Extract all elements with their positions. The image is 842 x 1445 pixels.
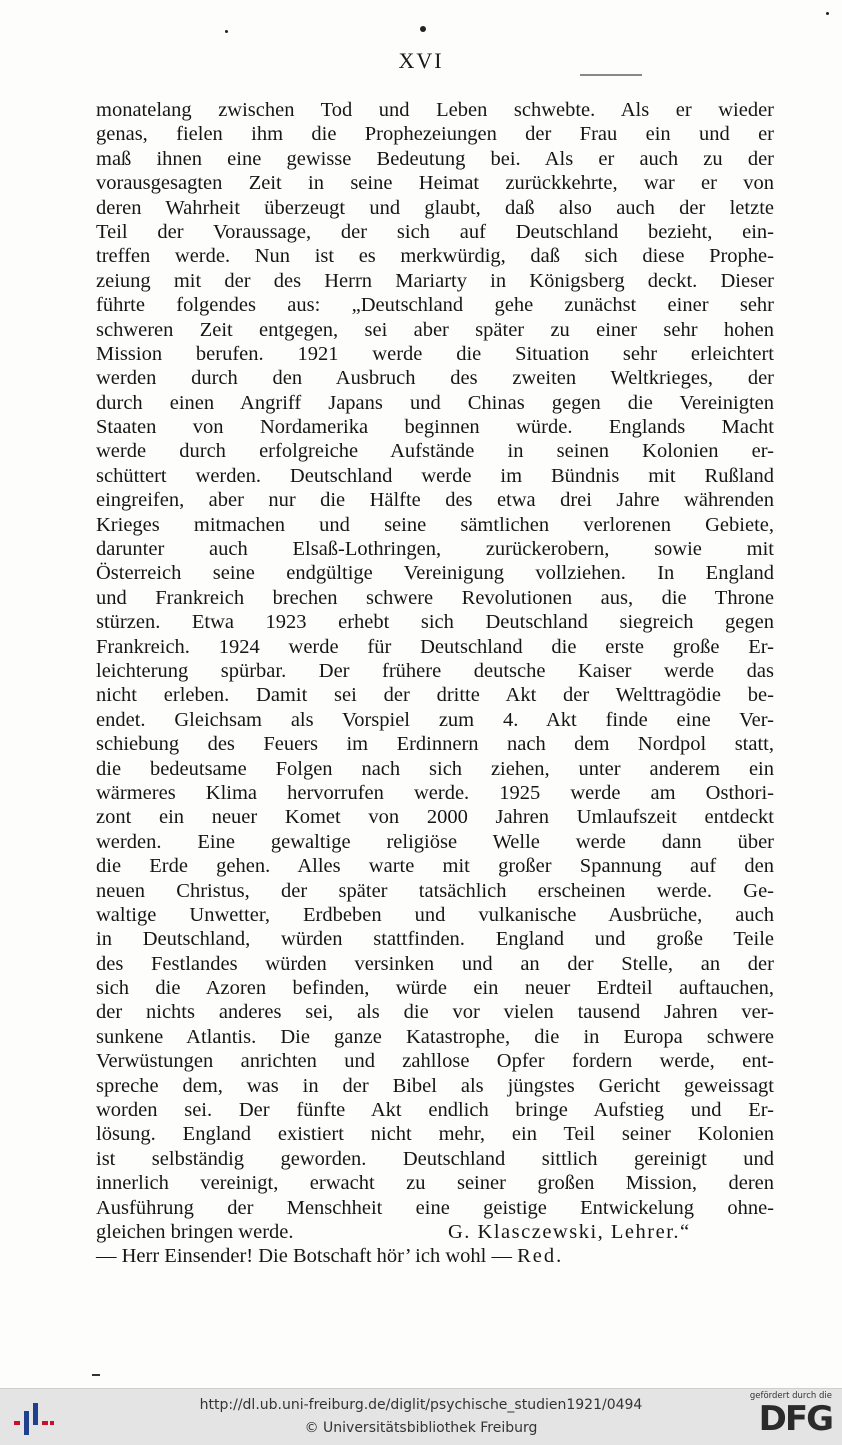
- text-line: worden sei. Der fünfte Akt endlich bringe Aufstieg und Er-: [96, 1099, 774, 1122]
- text-line: Verwüstungen anrichten und zahllose Opfer fordern werde, ent-: [96, 1050, 774, 1073]
- print-speck: [225, 30, 228, 33]
- signature-author: G. Klasczewski, Lehrer.“: [448, 1220, 691, 1243]
- text-line: darunter auch Elsaß-Lothringen, zurückerobern, sowie mit: [96, 538, 774, 561]
- text-line: eingreifen, aber nur die Hälfte des etwa drei Jahre währenden: [96, 489, 774, 512]
- print-mark: [580, 74, 642, 76]
- text-line: waltige Unwetter, Erdbeben und vulkanische Ausbrüche, auch: [96, 903, 774, 926]
- text-line: durch einen Angriff Japans und Chinas gegen die Vereinigten: [96, 391, 774, 414]
- text-line: neuen Christus, der später tatsächlich erscheinen werde. Ge-: [96, 879, 774, 902]
- text-line: werden durch den Ausbruch des zweiten Weltkrieges, der: [96, 367, 774, 390]
- text-line: Österreich seine endgültige Vereinigung vollziehen. In England: [96, 562, 774, 585]
- text-line: Frankreich. 1924 werde für Deutschland die erste große Er-: [96, 635, 774, 658]
- text-line: genas, fielen ihm die Prophezeiungen der Frau ein und er: [96, 123, 774, 146]
- text-line: treffen werde. Nun ist es merkwürdig, daß sich diese Prophe-: [96, 245, 774, 268]
- text-line: monatelang zwischen Tod und Leben schwebte. Als er wieder: [96, 99, 774, 121]
- text-line: lösung. England existiert nicht mehr, ein Teil seiner Kolonien: [96, 1123, 774, 1146]
- text-line: schüttert werden. Deutschland werde im Bündnis mit Rußland: [96, 464, 774, 487]
- text-line: Mission berufen. 1921 werde die Situation sehr erleichtert: [96, 342, 774, 365]
- text-line: werde durch erfolgreiche Aufstände in seinen Kolonien er-: [96, 440, 774, 463]
- text-line: maß ihnen eine gewisse Bedeutung bei. Als er auch zu der: [96, 147, 774, 170]
- text-line: werden. Eine gewaltige religiöse Welle werde dann über: [96, 830, 774, 853]
- text-line: endet. Gleichsam als Vorspiel zum 4. Akt finde eine Ver-: [96, 708, 774, 731]
- text-line: der nichts anderes sei, als die vor vielen tausend Jahren ver-: [96, 1001, 774, 1024]
- footer-url-link[interactable]: http://dl.ub.uni-freiburg.de/diglit/psychische_studien1921/0494: [199, 1397, 643, 1413]
- text-line: sunkene Atlantis. Die ganze Katastrophe, die in Europa schwere: [96, 1025, 774, 1048]
- text-line: Ausführung der Menschheit eine geistige Entwickelung ohne-: [96, 1196, 774, 1219]
- text-line: nicht erleben. Damit sei der dritte Akt der Welttragödie be-: [96, 684, 774, 707]
- print-speck: [420, 26, 426, 32]
- text-line: leichterung spürbar. Der frühere deutsche Kaiser werde das: [96, 659, 774, 682]
- text-line: deren Wahrheit überzeugt und glaubt, daß also auch der letzte: [96, 196, 774, 219]
- dfg-caption: gefördert durch die: [749, 1391, 832, 1401]
- text-line: in Deutschland, würden stattfinden. England und große Teile: [96, 928, 774, 951]
- text-line: Staaten von Nordamerika beginnen würde. Englands Macht: [96, 416, 774, 439]
- text-line: sich die Azoren befinden, würde ein neuer Erdteil auftauchen,: [96, 977, 774, 1000]
- text-line: innerlich vereinigt, erwacht zu seiner großen Mission, deren: [96, 1172, 774, 1195]
- print-speck: [826, 12, 829, 15]
- editor-note-line: [96, 1244, 774, 1268]
- text-line: und Frankreich brechen schwere Revolutionen aus, die Throne: [96, 586, 774, 609]
- text-line: Krieges mitmachen und seine sämtlichen verlorenen Gebiete,: [96, 513, 774, 536]
- text-line: schiebung des Feuers im Erdinnern nach dem Nordpol statt,: [96, 733, 774, 756]
- editor-note-text: — Herr Einsender! Die Botschaft hör’ ich wohl —: [96, 1245, 512, 1268]
- text-line: die Erde gehen. Alles warte mit großer Spannung auf den: [96, 855, 774, 878]
- text-line: des Festlandes würden versinken und an der Stelle, an der: [96, 952, 774, 975]
- text-line: zeiung mit der des Herrn Mariarty in Königsberg deckt. Dieser: [96, 269, 774, 292]
- footer-copyright: © Universitätsbibliothek Freiburg: [304, 1420, 538, 1436]
- text-line: die bedeutsame Folgen nach sich ziehen, unter anderem ein: [96, 757, 774, 780]
- print-mark: [92, 1374, 100, 1376]
- dfg-logo: [740, 1391, 832, 1443]
- text-line: spreche dem, was in der Bibel als jüngstes Gericht geweissagt: [96, 1074, 774, 1097]
- text-line: ist selbständig geworden. Deutschland sittlich gereinigt und: [96, 1147, 774, 1170]
- text-line: stürzen. Etwa 1923 erhebt sich Deutschland siegreich gegen: [96, 611, 774, 634]
- signature-closing-text: gleichen bringen werde.: [96, 1220, 294, 1243]
- text-line: vorausgesagten Zeit in seine Heimat zurückkehrte, war er von: [96, 172, 774, 195]
- signature-line: [96, 1220, 774, 1244]
- text-line: wärmeres Klima hervorrufen werde. 1925 werde am Osthori-: [96, 781, 774, 804]
- dfg-wordmark: DFG: [758, 1399, 832, 1439]
- text-line: führte folgendes aus: „Deutschland gehe zunächst einer sehr: [96, 294, 774, 317]
- text-line: Teil der Voraussage, der sich auf Deutschland bezieht, ein-: [96, 220, 774, 243]
- text-line: schweren Zeit entgegen, sei aber später zu einer sehr hohen: [96, 318, 774, 341]
- text-line: zont ein neuer Komet von 2000 Jahren Umlaufszeit entdeckt: [96, 806, 774, 829]
- page-number-header: XVI: [398, 48, 444, 73]
- viewer-footer: [0, 1388, 842, 1445]
- article-body: [96, 98, 774, 1269]
- editor-tag: Red.: [517, 1245, 564, 1268]
